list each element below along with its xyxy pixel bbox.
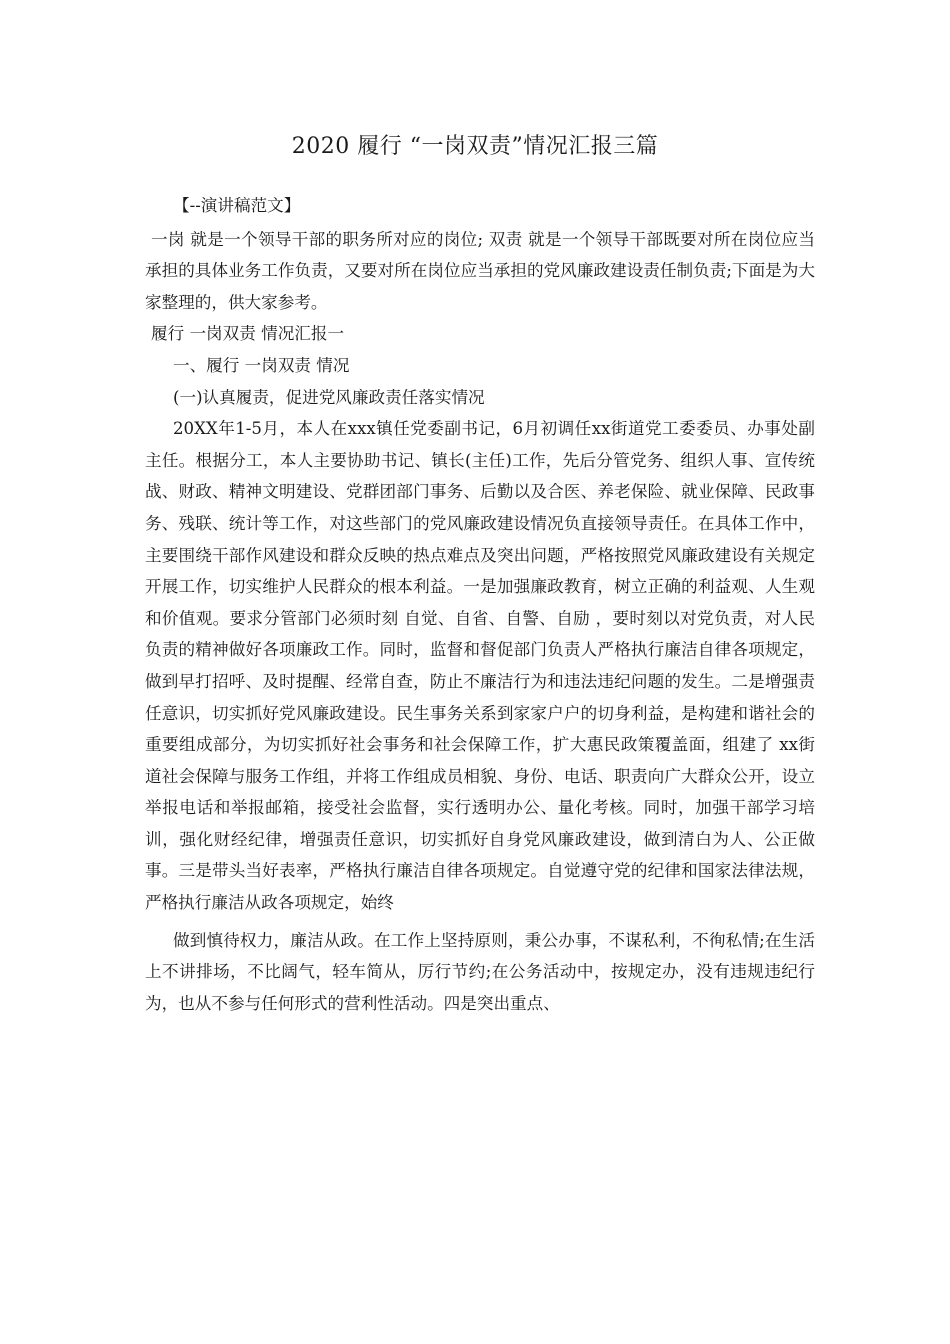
document-title: 2020 履行 “一岗双责”情况汇报三篇 — [291, 134, 659, 159]
subheading-level-2: (一)认真履责，促进党风廉政责任落实情况 — [173, 387, 485, 407]
body-paragraph: 做到慎待权力，廉洁从政。在工作上坚持原则，秉公办事，不谋私利，不徇私情;在生活上不讲排场，不比阔气，轻车简从，厉行节约;在公务活动中，按规定办，没有违规违纪行为，也从不参与任何形式的营利性活动。四是突出重点、 — [145, 930, 815, 1013]
section-heading: 履行 一岗双责 情况汇报一 — [151, 324, 345, 344]
body-paragraph: 20XX年1-5月，本人在xxx镇任党委副书记，6月初调任xx街道党工委委员、办事处副主任。根据分工，本人主要协助书记、镇长(主任)工作，先后分管党务、组织人事、宣传统战、财政、精神文明建设、党群团部门事务、后勤以及合医、养老保险、就业保障、民政事务、残联、统计等工作，对这些部门的党风廉政建设情况负直接领导责任。在具体工作中，主要围绕干部作风建设和群众反映的热点难点及突出问题，严格按照党风廉政建设有关规定开展工作，切实维护人民群众的根本利益。一是加强廉政教育，树立正确的利益观、人生观和价值观。要求分管部门必须时刻 自觉、自省、自警、自励 ，要时刻以对党负责，对人民负责的精神做好各项廉政工作。同时，监督和督促部门负责人严格执行廉洁自律各项规定，做到早打招呼、及时提醒、经常自查，防止不廉洁行为和违法违纪问题的发生。二是增强责任意识，切实抓好党风廉政建设。民生事务关系到家家户户的切身利益，是构建和谐社会的重要组成部分，为切实抓好社会事务和社会保障工作，扩大惠民政策覆盖面，组建了 xx街道社会保障与服务工作组，并将工作组成员相貌、身份、电话、职责向广大群众公开，设立举报电话和举报邮箱，接受社会监督，实行透明办公、量化考核。同时，加强干部学习培训，强化财经纪律，增强责任意识，切实抓好自身党风廉政建设，做到清白为人、公正做事。三是带头当好表率，严格执行廉洁自律各项规定。自觉遵守党的纪律和国家法律法规，严格执行廉洁从政各项规定，始终 — [145, 419, 815, 913]
document-body — [145, 190, 815, 1019]
intro-paragraph: 一岗 就是一个领导干部的职务所对应的岗位; 双责 就是一个领导干部既要对所在岗位应当承担的具体业务工作负责，又要对所在岗位应当承担的党风廉政建设责任制负责;下面是为大家整理的，供大家参考。 — [145, 229, 815, 312]
source-tag: 【--演讲稿范文】 — [173, 196, 301, 215]
subheading-level-1: 一、履行 一岗双责 情况 — [173, 355, 350, 375]
